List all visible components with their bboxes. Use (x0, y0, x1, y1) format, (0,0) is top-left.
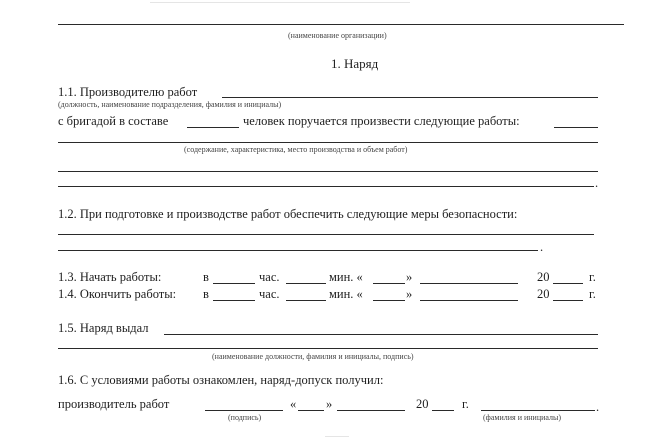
safety-measures-line-1[interactable] (58, 234, 594, 235)
works-field-inline[interactable] (554, 127, 598, 128)
start-year-field[interactable] (553, 283, 583, 284)
works-content-line[interactable] (58, 142, 598, 143)
end-hours-field[interactable] (213, 300, 255, 301)
producer-name-field[interactable] (481, 410, 595, 411)
section-1-5-label: 1.5. Наряд выдал (58, 321, 149, 335)
organization-caption: (наименование организации) (288, 31, 387, 40)
end-minutes-unit: мин. « (329, 287, 363, 301)
brigade-count-field[interactable] (187, 127, 239, 128)
works-content-line-3[interactable] (58, 186, 594, 187)
end-year-suffix: г. (589, 287, 596, 301)
end-close-quote: » (406, 287, 413, 301)
end-month-field[interactable] (420, 300, 518, 301)
section-1-4-label: 1.4. Окончить работы: (58, 287, 177, 301)
section-1-3-label: 1.3. Начать работы: (58, 270, 162, 284)
start-hours-unit: час. (259, 270, 280, 284)
safety-measures-line-2[interactable] (58, 250, 538, 251)
work-producer-caption: (должность, наименование подразделения, фамилия и инициалы) (58, 100, 282, 109)
name-caption: (фамилия и инициалы) (483, 413, 562, 422)
start-year-suffix: г. (589, 270, 596, 284)
section-1-6-label: 1.6. С условиями работы ознакомлен, наряд-допуск получил: (58, 373, 384, 387)
start-in: в (203, 270, 209, 284)
section-1-2-label: 1.2. При подготовке и производстве работ обеспечить следующие меры безопасности: (58, 207, 518, 221)
section-1-1-label: 1.1. Производителю работ (58, 85, 198, 99)
issued-by-caption: (наименование должности, фамилия и инициалы, подпись) (212, 352, 414, 361)
work-producer-field[interactable] (222, 97, 598, 98)
works-content-caption: (содержание, характеристика, место производства и объем работ) (184, 145, 408, 154)
signature-caption: (подпись) (228, 413, 262, 422)
date-close-quote: » (326, 397, 333, 411)
footer-remnant (325, 436, 349, 437)
producer-end-dot: . (596, 400, 600, 414)
producer-signature-field[interactable] (205, 410, 283, 411)
start-hours-field[interactable] (213, 283, 255, 284)
brigade-task-text: человек поручается произвести следующие работы: (243, 114, 520, 128)
end-minutes-field[interactable] (286, 300, 326, 301)
work-producer-role: производитель работ (58, 397, 170, 411)
start-year-prefix: 20 (537, 270, 550, 284)
works-content-line-2[interactable] (58, 171, 598, 172)
end-year-field[interactable] (553, 300, 583, 301)
end-hours-unit: час. (259, 287, 280, 301)
works-end-dot: . (595, 176, 599, 190)
producer-year-suffix: г. (462, 397, 469, 411)
start-close-quote: » (406, 270, 413, 284)
organization-line (58, 24, 624, 25)
start-minutes-field[interactable] (286, 283, 326, 284)
producer-day-field[interactable] (298, 410, 324, 411)
page-title: 1. Наряд (331, 56, 379, 71)
date-open-quote: « (290, 397, 297, 411)
issued-by-field-2[interactable] (58, 348, 598, 349)
producer-month-field[interactable] (337, 410, 405, 411)
start-month-field[interactable] (420, 283, 518, 284)
start-day-field[interactable] (373, 283, 405, 284)
header-remnant (150, 2, 410, 3)
start-minutes-unit: мин. « (329, 270, 363, 284)
end-year-prefix: 20 (537, 287, 550, 301)
issued-by-field[interactable] (164, 334, 598, 335)
producer-year-field[interactable] (432, 410, 454, 411)
brigade-label: с бригадой в составе (58, 114, 169, 128)
end-day-field[interactable] (373, 300, 405, 301)
end-in: в (203, 287, 209, 301)
safety-end-dot: . (540, 240, 544, 254)
producer-year-prefix: 20 (416, 397, 429, 411)
